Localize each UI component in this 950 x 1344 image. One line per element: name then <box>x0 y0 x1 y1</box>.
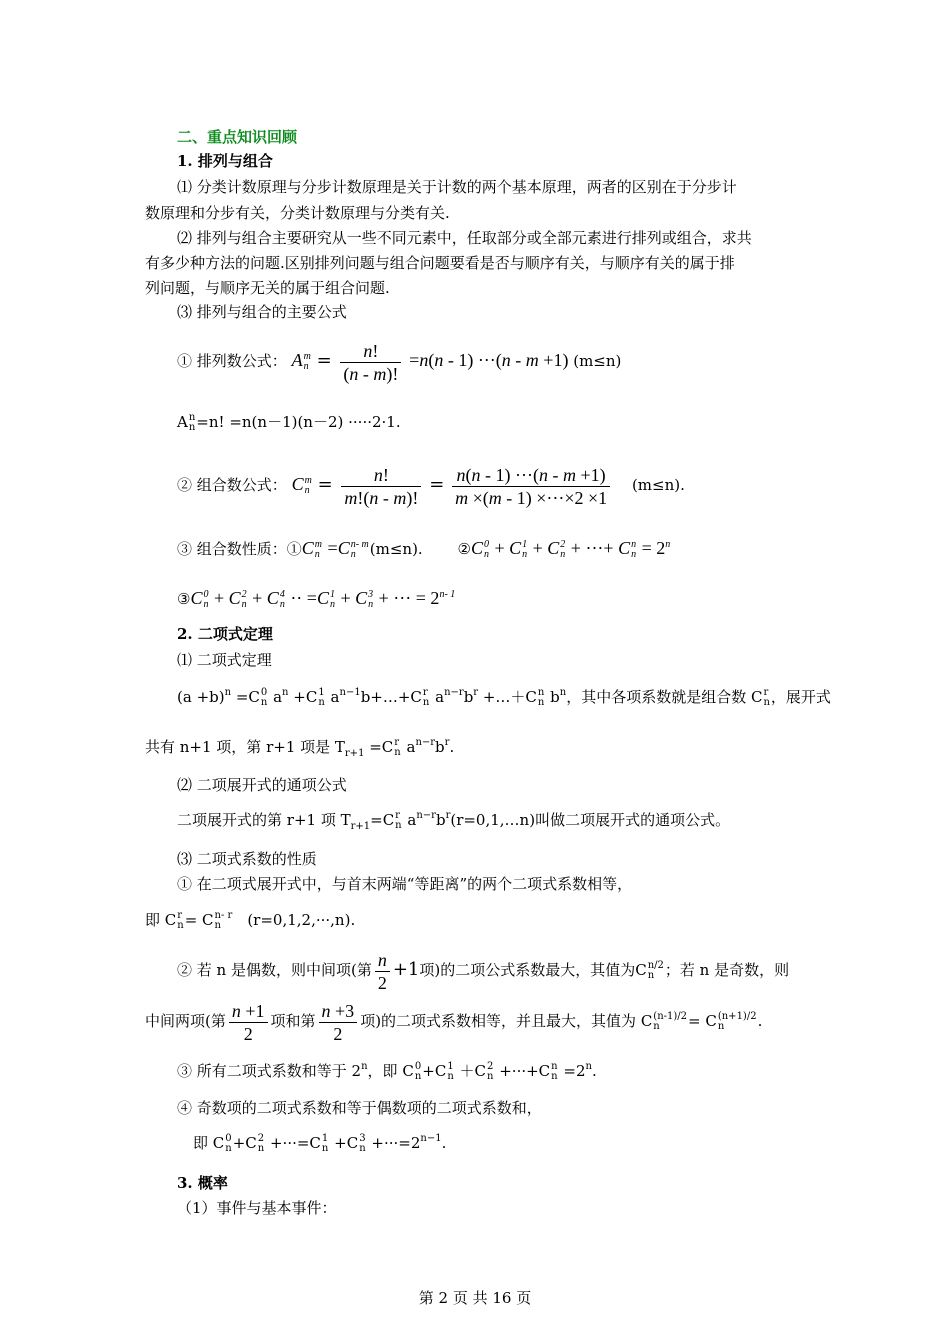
permutation-formula: ① 排列数公式： A m n = $\frac{n!}{(n - m)!}$ =n(n - 1) ···(n - m +1) (m≤n) <box>177 340 622 384</box>
paragraph-1b: 数原理和分步有关，分类计数原理与分类有关. <box>145 204 450 222</box>
binomial-terms: 共有 n+1 项，第 r+1 项是 $T_{r+1} =C$ r n $a^{n-r}b^r$. <box>145 737 455 759</box>
heading-probability: 3. 概率 <box>177 1174 228 1192</box>
combination-formula: ② 组合数公式： C m n = $\frac{n!}{m!(n - m)!}$ = $\frac{n(n - 1) \cdot\cdot\cdot(n - m +1)}{m \times(m - 1) \times\cdot\cdot\cdot\times 2 \times 1}$ (m≤n). <box>177 464 685 508</box>
coefficient-symmetry: 即 C r n = C n- r n (r=0,1,2,···,n). <box>145 910 356 931</box>
general-term-formula: 二项展开式的第 r+1 项 $T_{r+1}=C$ r n $a^{n-r}b^r(r=0,1,\dots n)$叫做二项展开式的通项公式。 <box>177 810 731 832</box>
combination-properties: ③ 组合数性质：①C m n =C n- m n (m≤n). ②C 0 n + C 1 n + C 2 n + ···+ C n n = $2^n$ <box>177 538 671 560</box>
coefficient-properties-title: ⑶ 二项式系数的性质 <box>177 850 317 868</box>
paragraph-3: ⑶ 排列与组合的主要公式 <box>177 303 347 321</box>
general-term-title: ⑵ 二项展开式的通项公式 <box>177 776 347 794</box>
page-footer: 第 2 页 共 16 页 <box>418 1289 532 1307</box>
paragraph-2b: 有多少种方法的问题.区别排列问题与组合问题要看是否与顺序有关，与顺序有关的属于排 <box>145 254 735 272</box>
probability-events: （1）事件与基本事件： <box>177 1199 337 1217</box>
section-title: 二、重点知识回顾 <box>177 128 298 146</box>
heading-binomial: 2. 二项式定理 <box>177 625 273 643</box>
binomial-theorem-title: ⑴ 二项式定理 <box>177 651 272 669</box>
paragraph-2c: 列问题，与顺序无关的属于组合问题. <box>145 279 390 297</box>
coefficient-property-1: ① 在二项式展开式中，与首末两端“等距离”的两个二项式系数相等， <box>177 875 633 893</box>
coefficient-property-4: ④ 奇数项的二项式系数和等于偶数项的二项式系数和， <box>177 1099 542 1117</box>
heading-permutation-combination: 1. 排列与组合 <box>177 152 273 170</box>
paragraph-1a: ⑴ 分类计数原理与分步计数原理是关于计数的两个基本原理，两者的区别在于分步计 <box>177 178 737 196</box>
combination-property-3: ③C 0 n + C 2 n + C 4 n ·· =C 1 n + C 3 n + ··· = $2^{n- 1}$ <box>177 588 456 610</box>
full-permutation: A n n =n! =n(n－1)(n－2) ·····2·1. <box>177 412 401 433</box>
odd-even-sum: 即 C 0 n +C 2 n +···=C 1 n +C 3 n $+\cdot\cdot\cdot=2^{n-1}$. <box>193 1133 447 1154</box>
coefficient-property-2b: 中间两项(第 $\frac{n +1}{2}$ 项和第 $\frac{n +3}{2}$ 项)的二项式系数相等，并且最大，其值为 C (n-1)/2 n = C (n+1)/2 n . <box>145 1000 763 1044</box>
coefficient-property-3: ③ 所有二项式系数和等于 2$^n$，即 C 0 n +C 1 n ＋C 2 n +···+C n n $=2^n$. <box>177 1061 597 1082</box>
paragraph-2a: ⑵ 排列与组合主要研究从一些不同元素中，任取部分或全部元素进行排列或组合，求共 <box>177 229 752 247</box>
coefficient-property-2: ② 若 n 是偶数，则中间项(第 $\frac{n}{2}$ +1项)的二项公式系数最大，其值为C n/2 n ；若 n 是奇数，则 <box>177 949 790 993</box>
binomial-expansion: $(a +b)^n =C$ 0 n $a^n +C$ 1 n $a^{n-1}b+\dots+C$ r n $a^{n-r}b^r$ +…＋C n n $b^n$，其中各项系数就是组合数 C r n ，展开式 <box>177 687 831 708</box>
